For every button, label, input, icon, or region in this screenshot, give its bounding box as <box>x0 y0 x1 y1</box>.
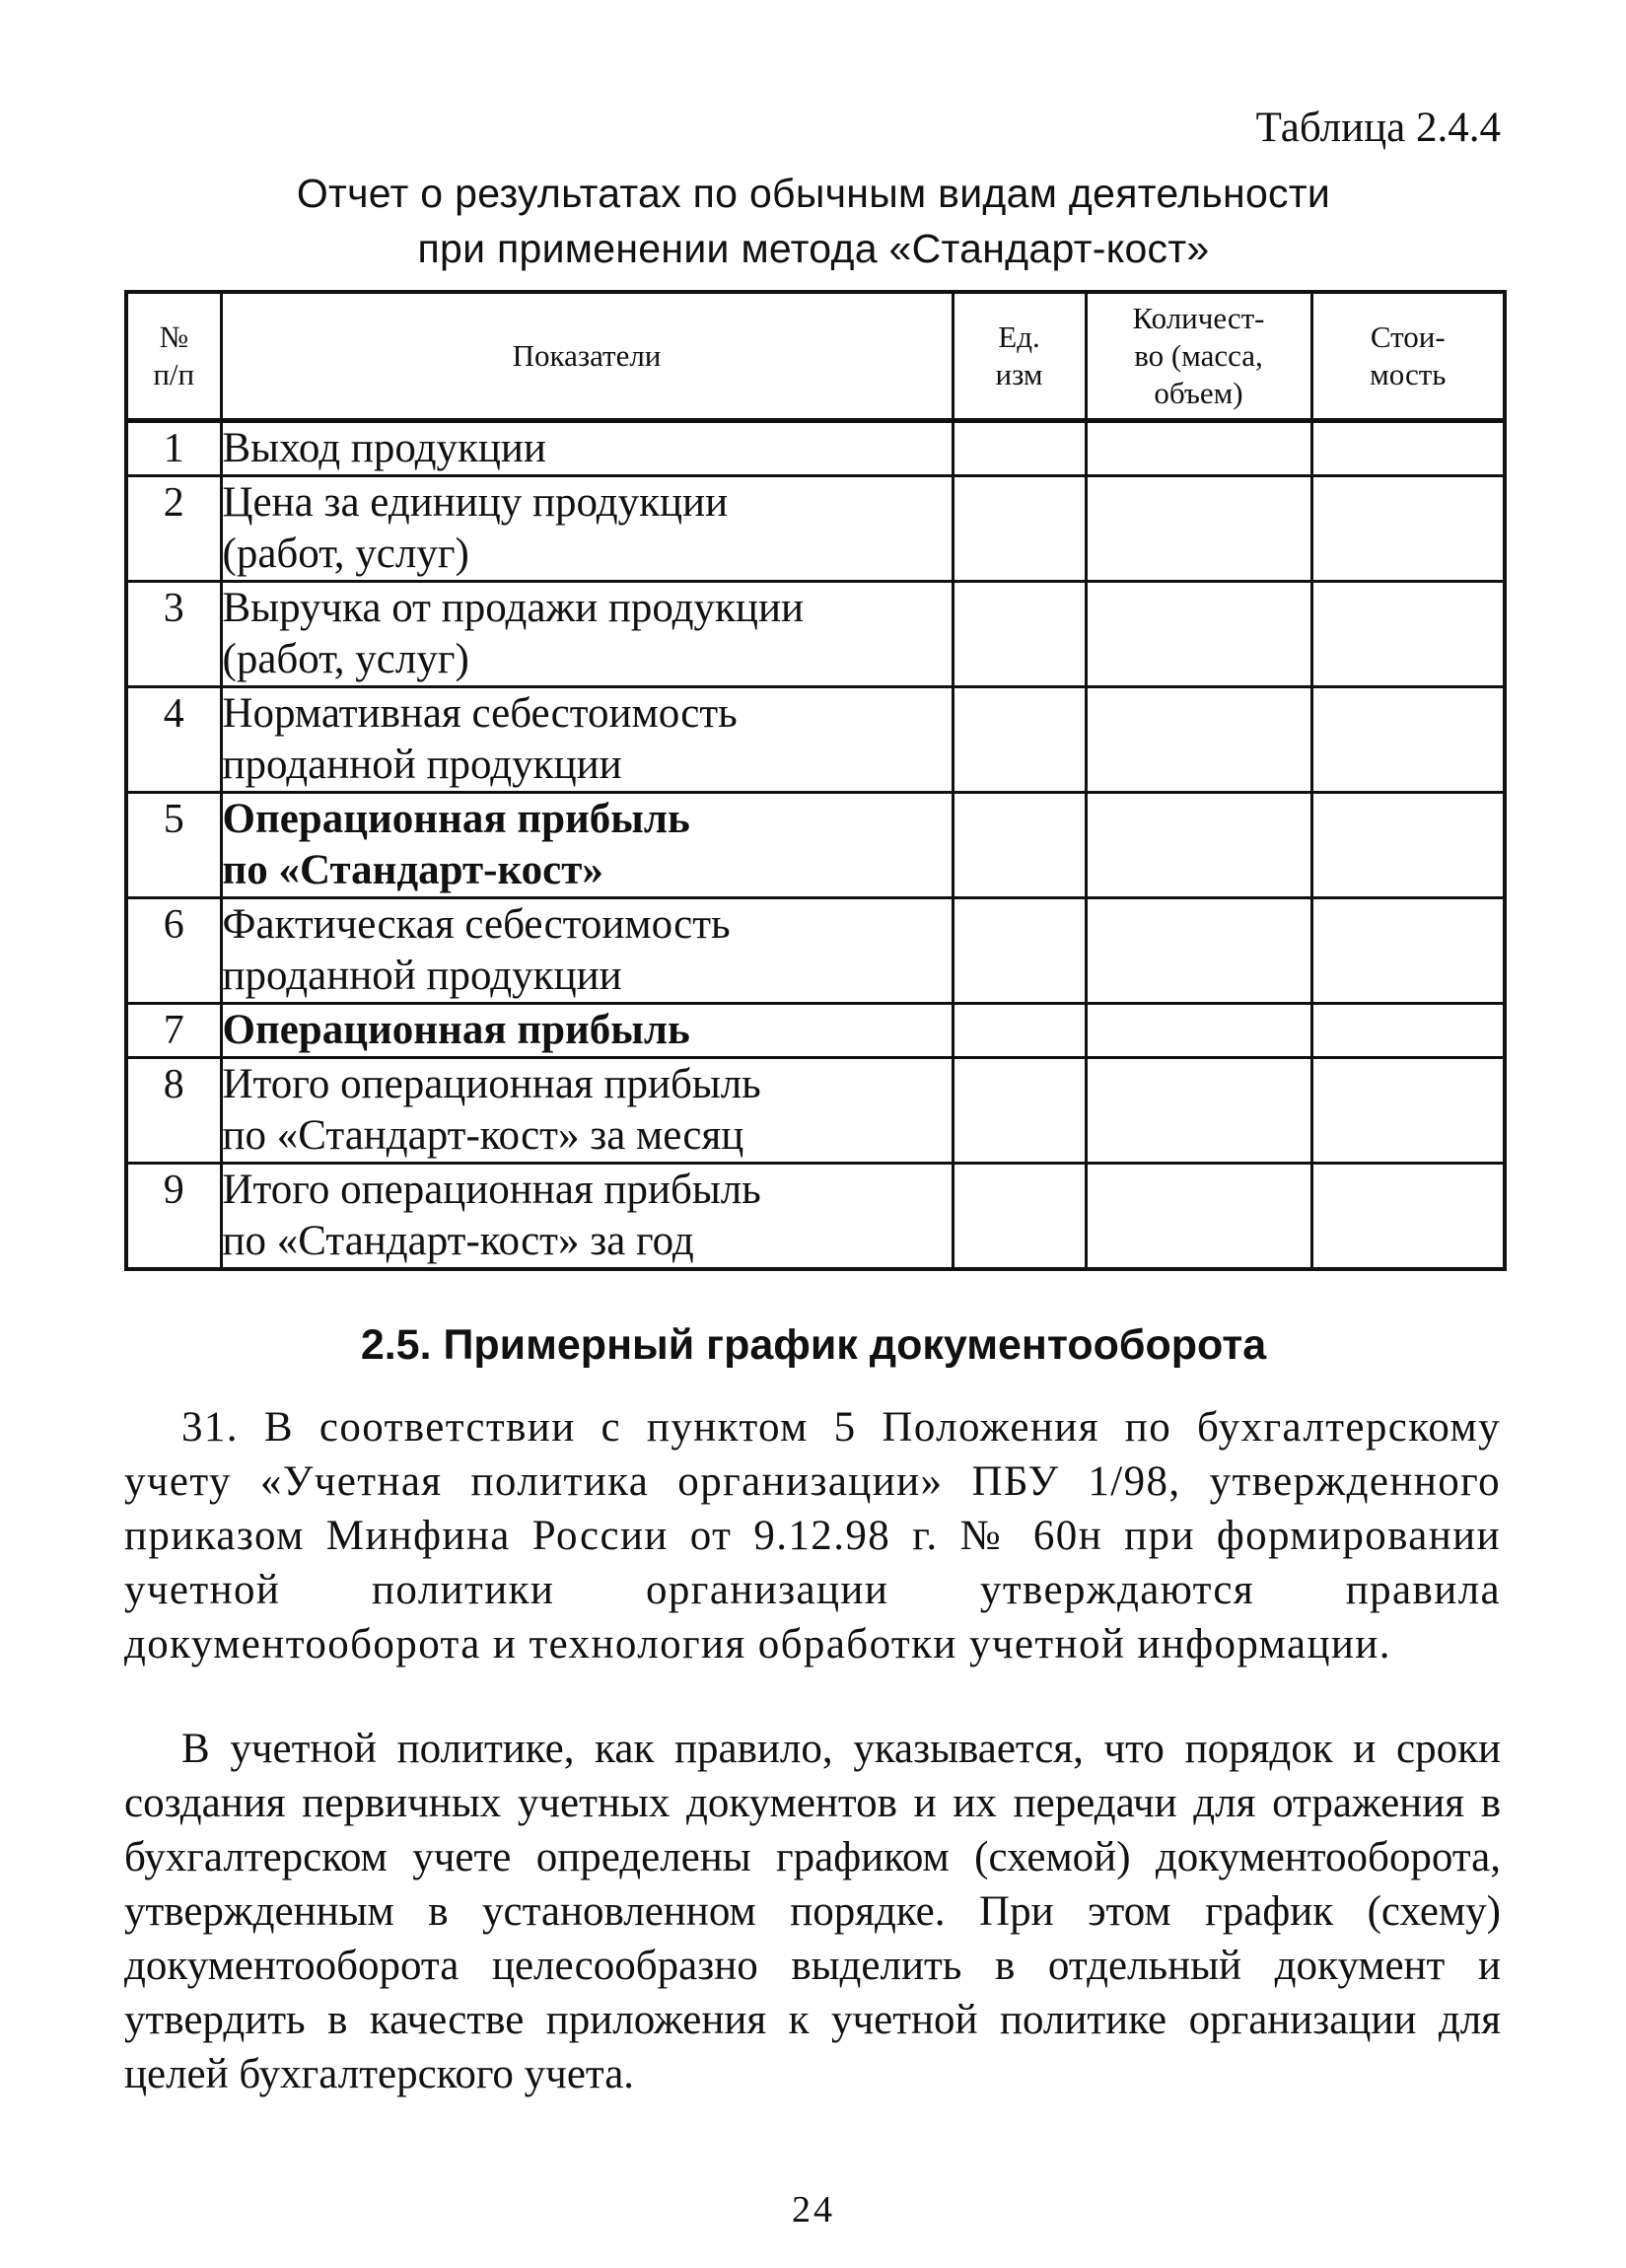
cost-cell <box>1311 1004 1505 1058</box>
cost-cell <box>1311 898 1505 1004</box>
table-row <box>126 898 1505 1004</box>
quantity-cell <box>1086 687 1311 793</box>
header-indicators: Показатели <box>221 292 953 421</box>
row-number: 8 <box>126 1058 221 1164</box>
quantity-cell <box>1086 793 1311 898</box>
table-title-line-1: Отчет о результатах по обычным видам деятельности <box>296 171 1331 216</box>
unit-cell <box>953 476 1086 582</box>
row-indicator: Операционная прибыль <box>221 1004 953 1058</box>
unit-cell <box>953 898 1086 1004</box>
report-table <box>124 290 1507 1271</box>
row-number: 7 <box>126 1004 221 1058</box>
quantity-cell <box>1086 476 1311 582</box>
row-indicator: Операционная прибыль по «Стандарт-кост» <box>221 793 953 898</box>
quantity-cell <box>1086 1164 1311 1270</box>
quantity-cell <box>1086 421 1311 476</box>
quantity-cell <box>1086 582 1311 687</box>
table-row <box>126 582 1505 687</box>
unit-cell <box>953 582 1086 687</box>
row-number: 2 <box>126 476 221 582</box>
row-indicator: Фактическая себестоимость проданной продукции <box>221 898 953 1004</box>
cost-cell <box>1311 793 1505 898</box>
row-indicator: Итого операционная прибыль по «Стандарт-кост» за месяц <box>221 1058 953 1164</box>
paragraph-accounting-policy: В учетной политике, как правило, указывается, что порядок и сроки создания первичных учетных документов и их передачи для отражения в бухгалтерском учете определены графиком (схемой) документооборота, утвержденным в установленном порядке. При этом график (схему) документооборота целесообразно выделить в отдельный документ и утвердить в качестве приложения к учетной политике организации для целей бухгалтерского учета. <box>124 1726 1501 2097</box>
row-number: 6 <box>126 898 221 1004</box>
table-title <box>128 166 1499 276</box>
row-number: 4 <box>126 687 221 793</box>
quantity-cell <box>1086 1004 1311 1058</box>
unit-cell <box>953 1164 1086 1270</box>
unit-cell <box>953 793 1086 898</box>
row-number: 9 <box>126 1164 221 1270</box>
table-row <box>126 421 1505 476</box>
unit-cell <box>953 1004 1086 1058</box>
quantity-cell <box>1086 898 1311 1004</box>
table-row <box>126 476 1505 582</box>
section-heading: 2.5. Примерный график документооборота <box>360 1321 1267 1369</box>
cost-cell <box>1311 1164 1505 1270</box>
row-indicator: Нормативная себестоимость проданной продукции <box>221 687 953 793</box>
table-row <box>126 793 1505 898</box>
header-cost: Стои- мость <box>1311 292 1505 421</box>
header-quantity: Количест- во (масса, объем) <box>1086 292 1311 421</box>
table-row <box>126 687 1505 793</box>
unit-cell <box>953 687 1086 793</box>
row-indicator: Цена за единицу продукции (работ, услуг) <box>221 476 953 582</box>
table-row <box>126 1164 1505 1270</box>
unit-cell <box>953 421 1086 476</box>
cost-cell <box>1311 476 1505 582</box>
row-indicator: Выход продукции <box>221 421 953 476</box>
row-indicator: Итого операционная прибыль по «Стандарт-кост» за год <box>221 1164 953 1270</box>
row-indicator: Выручка от продажи продукции (работ, услуг) <box>221 582 953 687</box>
row-number: 3 <box>126 582 221 687</box>
table-row <box>126 1058 1505 1164</box>
cost-cell <box>1311 582 1505 687</box>
header-unit: Ед. изм <box>953 292 1086 421</box>
page-number: 24 <box>792 2189 835 2231</box>
table-label: Таблица 2.4.4 <box>1255 105 1501 151</box>
header-num: № п/п <box>126 292 221 421</box>
cost-cell <box>1311 421 1505 476</box>
cost-cell <box>1311 1058 1505 1164</box>
cost-cell <box>1311 687 1505 793</box>
table-title-line-2: при применении метода «Стандарт-кост» <box>417 226 1210 271</box>
table-header-row <box>126 292 1505 421</box>
quantity-cell <box>1086 1058 1311 1164</box>
unit-cell <box>953 1058 1086 1164</box>
row-number: 5 <box>126 793 221 898</box>
table-row <box>126 1004 1505 1058</box>
row-number: 1 <box>126 421 221 476</box>
paragraph-31: 31. В соответствии с пунктом 5 Положения по бухгалтерскому учету «Учетная политика организации» ПБУ 1/98, утвержденного приказом Минфина России от 9.12.98 г. № 60н при формировании учетной политики организации утверждаются правила документооборота и технология обработки учетной информации. <box>124 1404 1501 1667</box>
